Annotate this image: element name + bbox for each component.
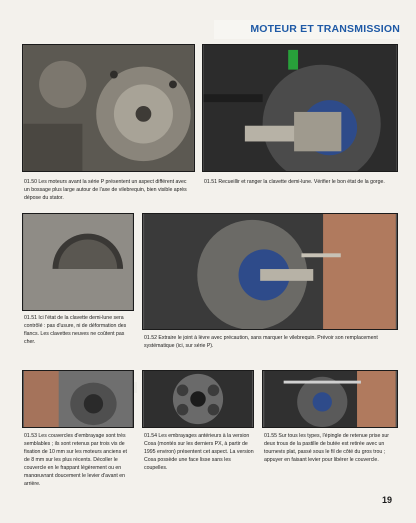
photo-01-55 (262, 370, 398, 428)
caption-01-51b: 01.51 Ici l'état de la clavette demi-lune sera contrôlé : pas d'usure, ni de déformation des flancs. Les clavettes neuves ne coûtent pas cher. (24, 315, 127, 345)
photo-01-52 (142, 213, 398, 330)
caption-01-50: 01.50 Les moteurs avant la série P présentent un aspect différent avec un bossage plus large autour de l'axe de vilebrequin, bien visible après dépose du stator. (24, 179, 187, 201)
caption-01-52: 01.52 Extraire le joint à lèvre avec précaution, sans marquer le vilebrequin. Prévoir son remplacement systématique (ici, sur série P). (144, 335, 378, 349)
photo-01-53 (22, 370, 134, 428)
page-number: 19 (381, 495, 392, 505)
section-title: MOTEUR ET TRANSMISSION (250, 23, 400, 35)
photo-01-50 (22, 44, 195, 172)
caption-01-53: 01.53 Les couvercles d'embrayage sont très semblables ; ils sont retenus par trois vis de fixation de 10 mm sur les moteurs anciens et de 8 mm sur les plus récents. Décoller le couvercle en le frappant légèrement ou en manœuvrant doucement le levier d'avant en arrière. (24, 433, 127, 487)
caption-01-54: 01.54 Les embrayages antérieurs à la version Cosa (montés sur les derniers PX, à partir de 1995 environ) présentent cet aspect. La version Cosa possède une face lisse sans les coupelles. (144, 433, 254, 471)
photo-01-51-woodruff-key (22, 213, 134, 311)
caption-01-55: 01.55 Sur tous les types, l'épingle de retenue prise sur deux trous de la pastille de butée est retirée avec un tournevis plat, passé sous le fil de côté du gros trou ; appuyer en faisant levier pour libérer le couvercle. (264, 433, 389, 463)
photo-01-51-crankshaft (202, 44, 398, 172)
photo-01-54 (142, 370, 254, 428)
caption-01-51a: 01.51 Recueillir et ranger la clavette demi-lune. Vérifier le bon état de la gorge. (204, 179, 385, 185)
section-header (214, 20, 400, 39)
